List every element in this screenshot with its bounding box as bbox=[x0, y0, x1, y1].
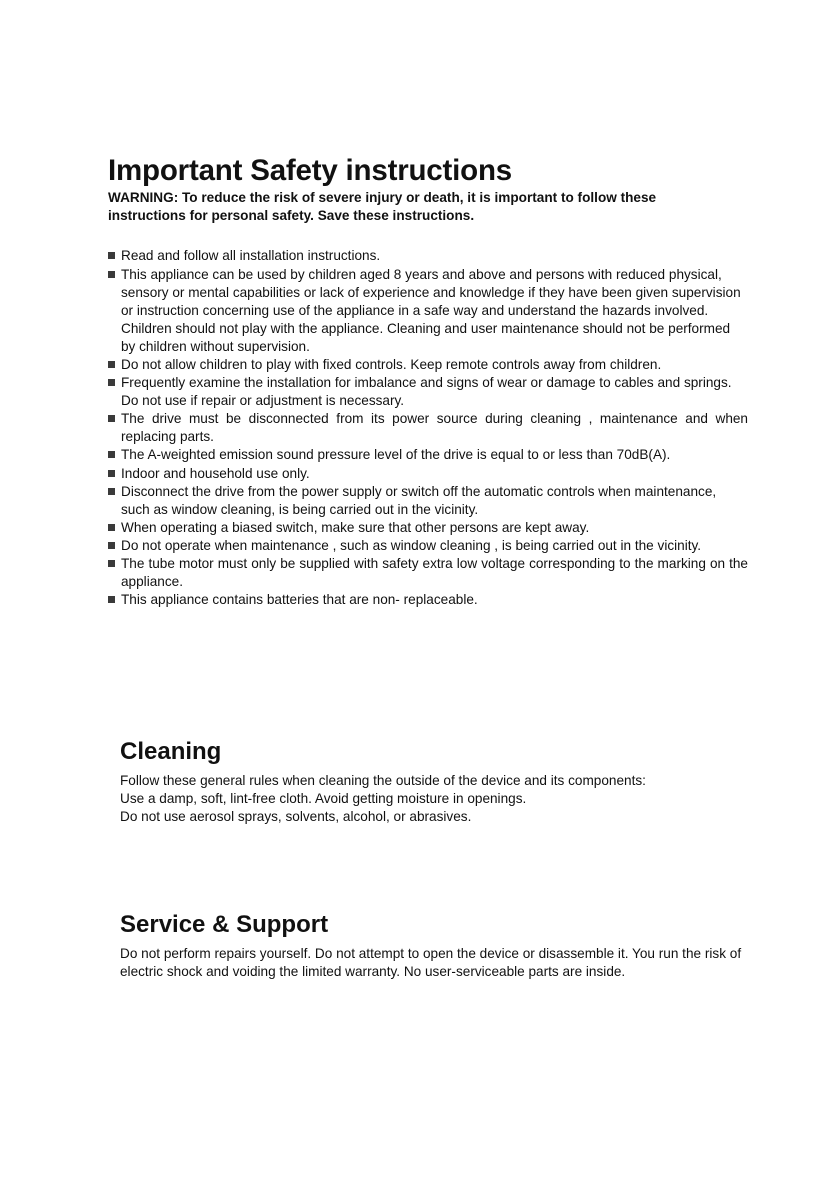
safety-item: Do not allow children to play with fixed controls. Keep remote controls away from children. bbox=[108, 356, 748, 374]
bullet-square-icon bbox=[108, 252, 115, 259]
bullet-square-icon bbox=[108, 560, 115, 567]
bullet-square-icon bbox=[108, 361, 115, 368]
safety-item: Do not operate when maintenance , such as window cleaning , is being carried out in the vicinity. bbox=[108, 537, 748, 555]
cleaning-line: Use a damp, soft, lint-free cloth. Avoid getting moisture in openings. bbox=[120, 791, 527, 807]
safety-title: Important Safety instructions bbox=[108, 154, 512, 187]
safety-item: The tube motor must only be supplied with safety extra low voltage corresponding to the marking on the appliance. bbox=[108, 555, 748, 591]
cleaning-line: Follow these general rules when cleaning the outside of the device and its components: bbox=[120, 773, 646, 788]
cleaning-title: Cleaning bbox=[120, 738, 222, 765]
bullet-square-icon bbox=[108, 488, 115, 495]
safety-warning: WARNING: To reduce the risk of severe injury or death, it is important to follow these instructions for personal safety. Save these instructions. bbox=[108, 190, 657, 224]
bullet-square-icon bbox=[108, 415, 115, 422]
cleaning-line: Do not use aerosol sprays, solvents, alcohol, or abrasives. bbox=[120, 809, 472, 825]
safety-item: Frequently examine the installation for imbalance and signs of wear or damage to cables and springs. Do not use if repair or adjustment is necessary. bbox=[108, 374, 748, 410]
cleaning-section bbox=[120, 736, 750, 827]
safety-item: Indoor and household use only. bbox=[108, 465, 748, 483]
bullet-square-icon bbox=[108, 524, 115, 531]
safety-list bbox=[108, 247, 748, 609]
safety-item: Disconnect the drive from the power supply or switch off the automatic controls when maintenance, such as window cleaning, is being carried out in the vicinity. bbox=[108, 483, 748, 519]
bullet-square-icon bbox=[108, 271, 115, 278]
cleaning-text bbox=[120, 772, 750, 827]
safety-item: When operating a biased switch, make sure that other persons are kept away. bbox=[108, 519, 748, 537]
bullet-square-icon bbox=[108, 470, 115, 477]
safety-item: This appliance contains batteries that are non- replaceable. bbox=[108, 591, 748, 609]
bullet-square-icon bbox=[108, 379, 115, 386]
service-section bbox=[120, 909, 750, 981]
safety-item: The drive must be disconnected from its power source during cleaning , maintenance and when replacing parts. bbox=[108, 410, 748, 446]
safety-item: This appliance can be used by children aged 8 years and above and persons with reduced physical, sensory or mental capabilities or lack of experience and knowledge if they have been given supervision or instruction concerning use of the appliance in a safe way and understand the hazards involved. Children should not play with the appliance. Cleaning and user maintenance should not be performed by children without supervision. bbox=[108, 266, 748, 356]
bullet-square-icon bbox=[108, 542, 115, 549]
bullet-square-icon bbox=[108, 596, 115, 603]
safety-item: Read and follow all installation instructions. bbox=[108, 247, 748, 265]
service-title: Service & Support bbox=[120, 911, 329, 938]
safety-section bbox=[108, 153, 748, 609]
bullet-square-icon bbox=[108, 451, 115, 458]
service-text: Do not perform repairs yourself. Do not attempt to open the device or disassemble it. You run the risk of electric shock and voiding the limited warranty. No user-serviceable parts are inside. bbox=[120, 946, 742, 980]
safety-item: The A-weighted emission sound pressure level of the drive is equal to or less than 70dB(A). bbox=[108, 446, 748, 464]
